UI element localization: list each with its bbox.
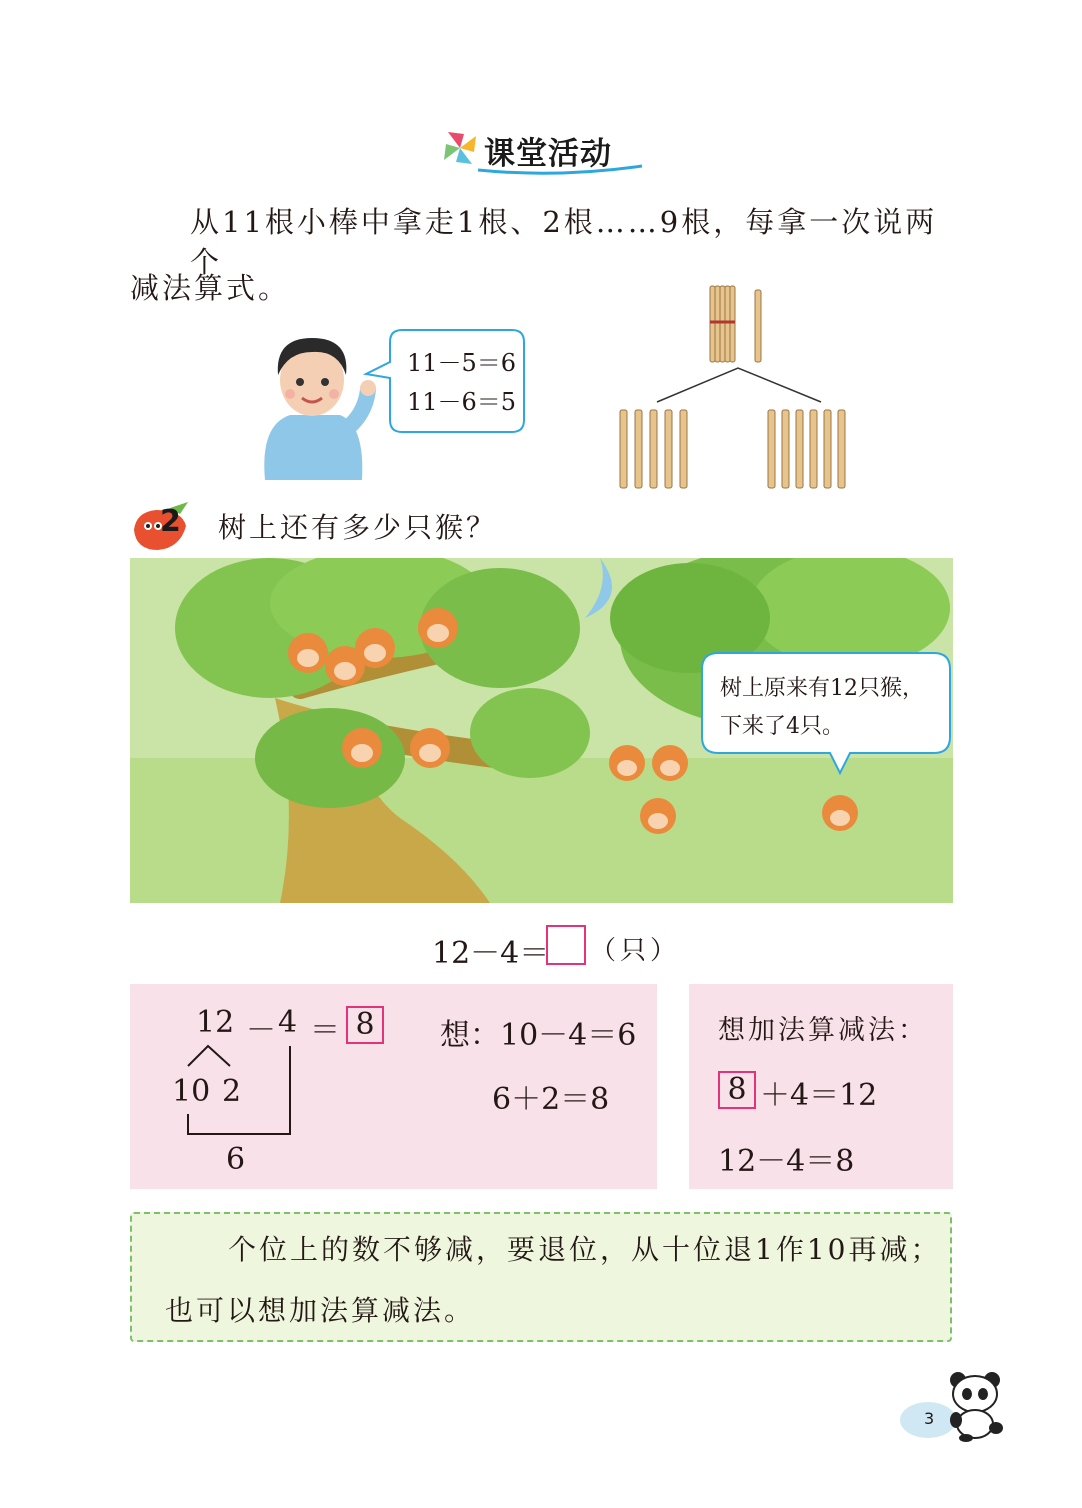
monkey-speech-line-2: 下来了4只。 — [720, 714, 844, 739]
bubble-equation-2: 11－6＝5 — [407, 388, 517, 416]
split-ones: 2 — [222, 1074, 242, 1109]
method1-subtrahend: 4 — [278, 1005, 298, 1040]
panda-icon — [940, 1368, 1010, 1442]
split-tens: 10 — [172, 1074, 211, 1109]
question-number: 2 — [160, 504, 181, 539]
method2-answer-box: 8 — [718, 1071, 756, 1109]
page-number: 3 — [924, 1409, 935, 1428]
think-line-2: 6＋2＝8 — [492, 1082, 610, 1117]
think-line-1: 想：10－4＝6 — [440, 1018, 637, 1053]
method1-answer-box: 8 — [346, 1006, 384, 1044]
method2-line-1: ＋4＝12 — [760, 1078, 878, 1113]
summary-line-1: 个位上的数不够减，要退位，从十位退1作10再减； — [228, 1233, 942, 1266]
monkey-speech-line-1: 树上原来有12只猴， — [720, 676, 924, 701]
answer-blank-box[interactable] — [546, 925, 586, 965]
activity-line-2: 减法算式。 — [130, 271, 291, 305]
question-title: 树上还有多少只猴？ — [218, 511, 498, 544]
equation-unit: （只） — [590, 936, 681, 966]
monkey-tree-scene — [130, 558, 953, 903]
sticks-diagram — [610, 282, 860, 492]
method1-minus: － — [246, 1013, 276, 1048]
method1-minuend: 12 — [196, 1005, 235, 1040]
activity-line-1: 从11根小棒中拿走1根、2根……9根，每拿一次说两个 — [190, 205, 938, 279]
question-equation: 12－4＝ — [432, 936, 550, 971]
section-title: 课堂活动 — [484, 136, 612, 172]
method2-label: 想加法算减法： — [718, 1015, 928, 1046]
method1-equals: ＝ — [310, 1013, 340, 1048]
partial-result: 6 — [226, 1142, 246, 1177]
method2-line-2: 12－4＝8 — [718, 1144, 855, 1179]
bubble-equation-1: 11－5＝6 — [407, 349, 517, 377]
boy-illustration — [250, 330, 380, 480]
summary-line-2: 也可以想加法算减法。 — [165, 1294, 476, 1327]
